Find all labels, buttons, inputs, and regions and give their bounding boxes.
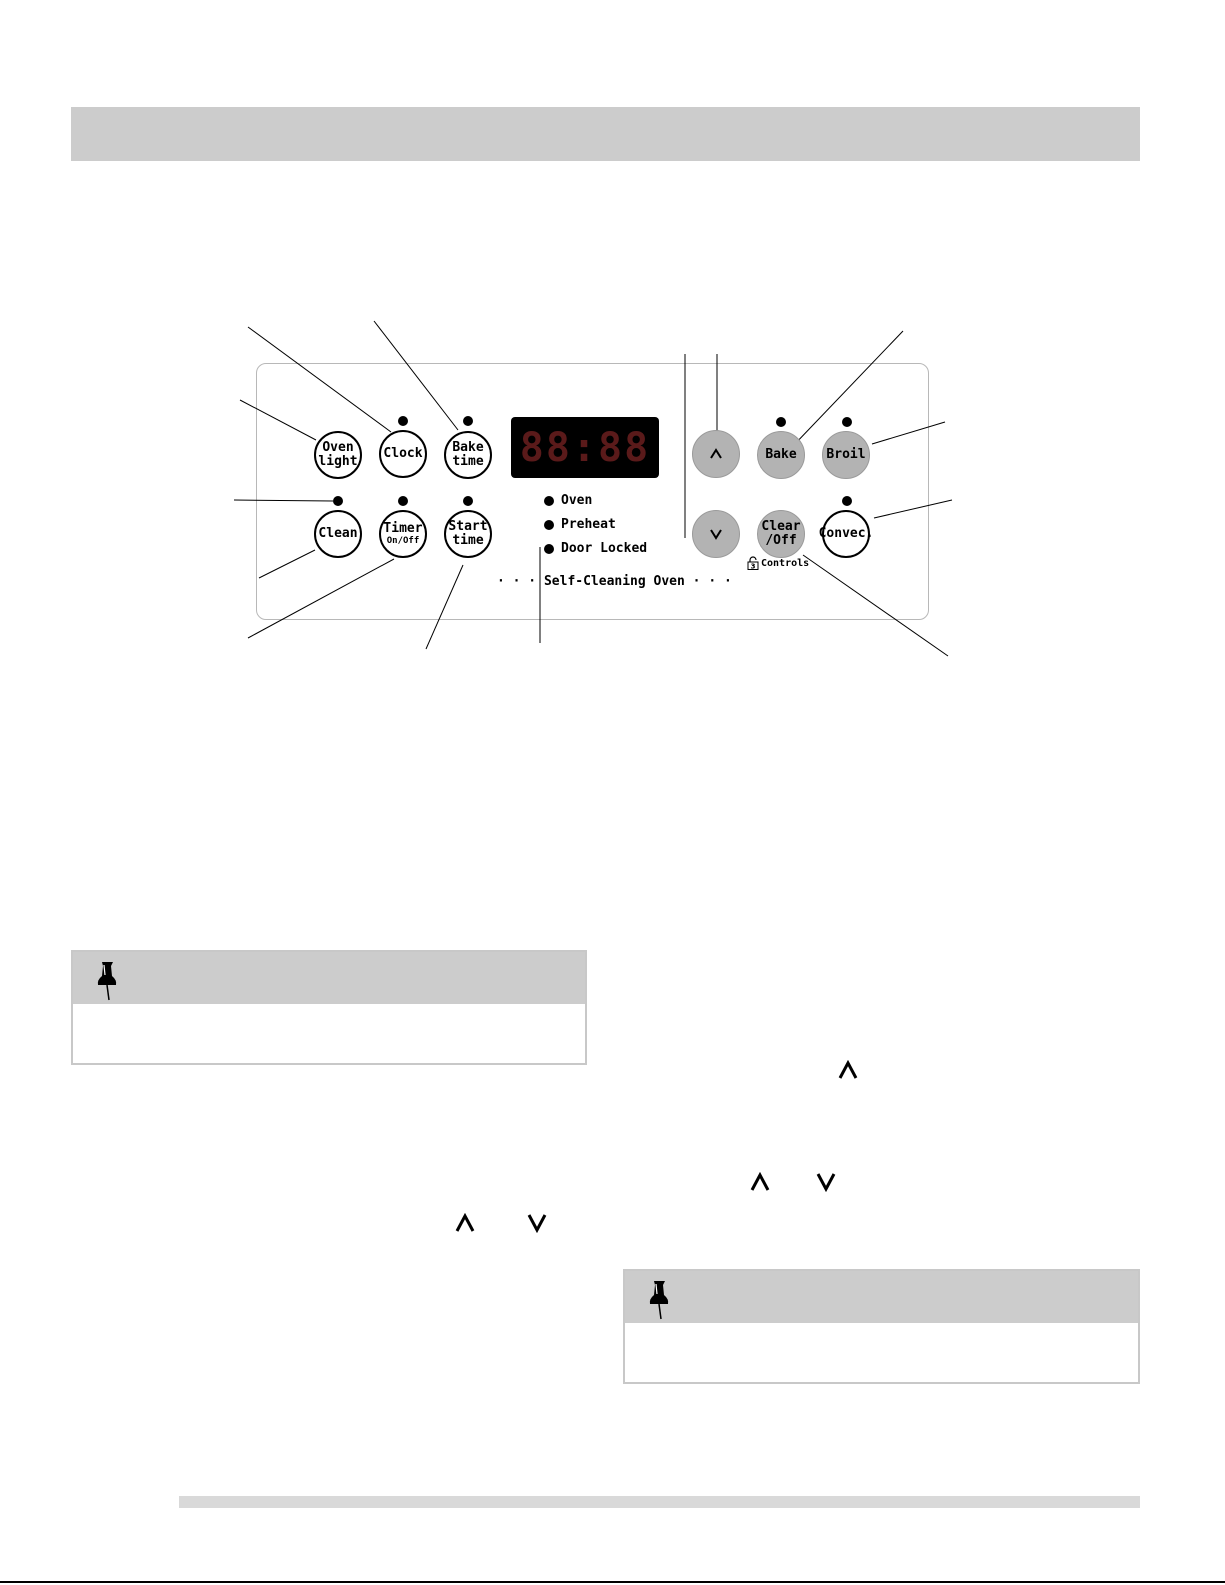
door-locked-indicator — [544, 541, 647, 556]
display-readout: 88:88 — [519, 424, 651, 471]
controls-label: Controls — [761, 557, 810, 569]
chevron-down-icon — [815, 1172, 837, 1192]
down-arrow-button[interactable] — [692, 510, 740, 558]
chevron-up-icon — [454, 1213, 476, 1233]
chevron-up-icon — [749, 1172, 771, 1192]
timer-label-line1: Timer — [383, 520, 423, 536]
chevron-up-icon — [837, 1060, 859, 1080]
chevron-down-icon — [526, 1213, 548, 1233]
oven-indicator-label: Oven — [561, 493, 593, 508]
bottom-rule — [0, 1581, 1225, 1583]
door-locked-indicator-label: Door Locked — [561, 541, 648, 556]
oven-indicator — [544, 493, 592, 508]
pushpin-icon — [645, 1279, 673, 1321]
preheat-indicator-label: Preheat — [561, 517, 616, 532]
start-time-label-line1: Start — [448, 519, 488, 534]
clear-off-label-line1: Clear — [761, 519, 801, 534]
convec-label: Convec. — [818, 526, 874, 541]
bake-time-indicator-light — [463, 416, 473, 426]
lock-number: 3 — [750, 562, 756, 570]
broil-indicator-light — [842, 417, 852, 427]
panel-caption: · · · Self-Cleaning Oven · · · — [497, 574, 732, 589]
clean-label: Clean — [318, 526, 358, 541]
convec-indicator-light — [842, 496, 852, 506]
preheat-indicator — [544, 517, 616, 532]
clear-off-button[interactable] — [757, 510, 805, 558]
chevron-down-icon — [708, 527, 724, 541]
note-box-right-header — [625, 1271, 1138, 1323]
start-time-button[interactable] — [444, 510, 492, 558]
oven-light-label-line2: light — [318, 454, 358, 469]
broil-button[interactable] — [822, 431, 870, 479]
preheat-indicator-dot — [544, 520, 554, 530]
clean-indicator-light — [333, 496, 343, 506]
oven-light-label-line1: Oven — [322, 440, 354, 455]
oven-indicator-dot — [544, 496, 554, 506]
timer-label-line2: On/Off — [386, 535, 420, 546]
bake-label: Bake — [765, 447, 797, 462]
controls-lock-label — [747, 556, 809, 570]
clock-button[interactable] — [379, 430, 427, 478]
start-time-label-line2: time — [452, 533, 484, 548]
broil-label: Broil — [826, 447, 866, 462]
pushpin-icon — [93, 960, 121, 1002]
note-box-left-header — [73, 952, 585, 1004]
note-box-right — [623, 1269, 1140, 1384]
digital-display — [511, 417, 659, 478]
bake-indicator-light — [776, 417, 786, 427]
clock-indicator-light — [398, 416, 408, 426]
padlock-icon — [747, 556, 759, 570]
bake-button[interactable] — [757, 431, 805, 479]
note-box-left — [71, 950, 587, 1065]
clock-label: Clock — [383, 446, 423, 461]
timer-indicator-light — [398, 496, 408, 506]
timer-on-off-button[interactable] — [379, 510, 427, 558]
start-time-indicator-light — [463, 496, 473, 506]
convec-button[interactable] — [818, 510, 874, 558]
bake-time-button[interactable] — [444, 431, 492, 479]
bake-time-label-line1: Bake — [452, 440, 484, 455]
up-arrow-button[interactable] — [692, 430, 740, 478]
clean-button[interactable] — [314, 510, 362, 558]
footer-bar — [179, 1496, 1140, 1508]
clear-off-label-line2: /Off — [765, 533, 797, 548]
chevron-up-icon — [708, 447, 724, 461]
bake-time-label-line2: time — [452, 454, 484, 469]
oven-light-button[interactable] — [314, 431, 362, 479]
door-locked-indicator-dot — [544, 544, 554, 554]
